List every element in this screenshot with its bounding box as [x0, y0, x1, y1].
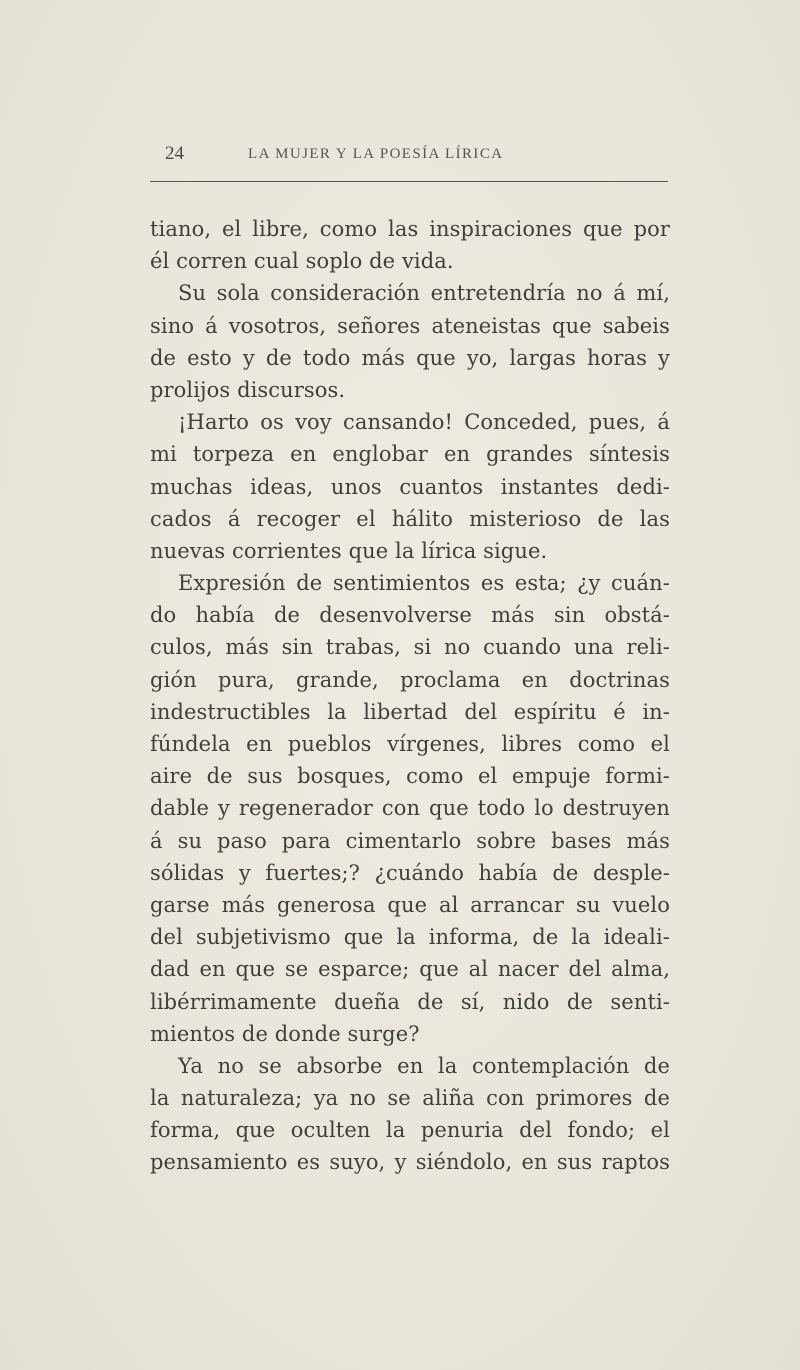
text-line: cados á recoger el hálito misterioso de las [150, 506, 670, 531]
text-line: del subjetivismo que la informa, de la ideali- [150, 925, 670, 950]
text-line: á su paso para cimentarlo sobre bases más [150, 828, 670, 853]
text-line: de esto y de todo más que yo, largas horas y [150, 345, 670, 370]
text-line: Expresión de sentimientos es esta; ¿y cuán- [178, 571, 670, 596]
text-line: culos, más sin trabas, si no cuando una reli- [150, 635, 670, 660]
text-line: prolijos discursos. [150, 377, 346, 402]
text-line: indestructibles la libertad del espíritu é in- [150, 699, 670, 724]
text-line: sólidas y fuertes;? ¿cuándo había de desple- [150, 860, 670, 885]
page-number: 24 [165, 143, 184, 164]
text-line: mientos de donde surge? [150, 1021, 420, 1046]
text-line: muchas ideas, unos cuantos instantes dedi- [150, 474, 670, 499]
text-line: garse más generosa que al arrancar su vuelo [150, 892, 670, 917]
text-line: él corren cual soplo de vida. [150, 249, 454, 274]
text-line: mi torpeza en englobar en grandes síntesis [150, 442, 670, 467]
running-title: LA MUJER Y LA POESÍA LÍRICA [248, 146, 504, 162]
text-line: dable y regenerador con que todo lo destruyen [150, 796, 670, 821]
text-line: dad en que se esparce; que al nacer del alma, [150, 957, 670, 982]
text-line: Su sola consideración entretendría no á mí, [178, 281, 670, 306]
text-line: gión pura, grande, proclama en doctrinas [150, 667, 670, 692]
header-rule [150, 181, 668, 182]
text-line: ¡Harto os voy cansando! Conceded, pues, á [178, 410, 670, 435]
text-line: nuevas corrientes que la lírica sigue. [150, 538, 548, 563]
text-line: libérrimamente dueña de sí, nido de senti- [150, 989, 670, 1014]
page-header [150, 143, 660, 167]
text-line: do había de desenvolverse más sin obstá- [150, 603, 670, 628]
text-line: Ya no se absorbe en la contemplación de [178, 1053, 670, 1078]
body-text [150, 213, 670, 1179]
text-line: forma, que oculten la penuria del fondo; el [150, 1118, 670, 1143]
text-line: tiano, el libre, como las inspiraciones que por [150, 217, 670, 241]
text-line: pensamiento es suyo, y siéndolo, en sus raptos [150, 1150, 670, 1175]
text-line: aire de sus bosques, como el empuje formi- [150, 764, 670, 789]
text-line: fúndela en pueblos vírgenes, libres como el [150, 732, 670, 756]
text-line: sino á vosotros, señores ateneistas que sabeis [150, 313, 670, 338]
text-line: la naturaleza; ya no se aliña con primores de [150, 1086, 670, 1111]
